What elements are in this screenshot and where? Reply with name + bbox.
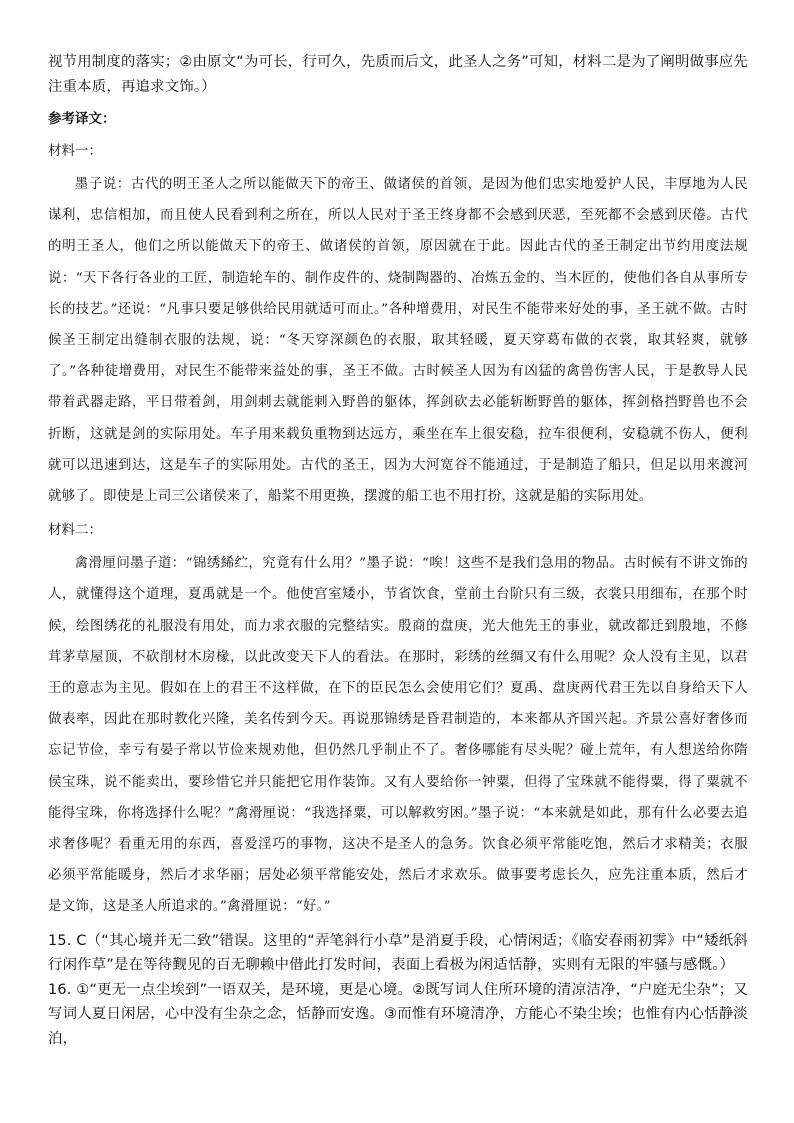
document-page: [48, 50, 748, 1051]
answer-q16: 16. ①“更无一点尘埃到”一语双关，是环境，更是心境。②既写词人住所环境的清凉洁净，“户庭无尘杂”；又写词人夏日闲居，心中没有尘杂之念，恬静而安逸。③而惟有环境清净，方能心不染尘埃；也惟有内心恬静淡泊，: [48, 981, 748, 1047]
translation-heading: 参考译文：: [48, 111, 116, 127]
answer-q15: 15. C（“其心境并无二致”错误。这里的“弄笔斜行小草”是消夏手段，心情闲适；《临安春雨初霁》中“矮纸斜行闲作草”是在等待觐见的百无聊赖中借此打发时间，表面上看极为闲适恬静，实则有无限的牢骚与感慨。）: [48, 932, 748, 974]
material2-translation: 禽滑厘问墨子道：“锦绣絺纻，究竟有什么用？”墨子说：“唉！这些不是我们急用的物品。古时候有不讲文饰的人，就懂得这个道理，夏禹就是一个。他使宫室矮小，节省饮食，堂前土台阶只有三级，衣裳只用细布，在那个时候，绘图绣花的礼服没有用处，而力求衣服的完整结实。殷商的盘庚，光大他先王的事业，就改都迁到殷地，不修茸茅草屋顶，不砍削材木房椽，以此改变天下人的看法。在那时，彩绣的丝绸又有什么用呢？众人没有主见，以君王的意志为主见。假如在上的君王不这样做，在下的臣民怎么会使用它们？夏禹、盘庚两代君王先以自身给天下人做表率，因此在那时教化兴隆，美名传到今天。再说那锦绣是昏君制造的，本来都从齐国兴起。齐景公喜好奢侈而忘记节俭，幸亏有晏子常以节俭来规劝他，但仍然几乎制止不了。奢侈哪能有尽头呢？碰上荒年，有人想送给你隋侯宝珠，说不能卖出，要珍惜它并只能把它用作装饰。又有人要给你一钟粟，但得了宝珠就不能得粟，得了粟就不能得宝珠，你将选择什么呢？”禽滑厘说：“我选择粟，可以解救穷困。”墨子说：“本来就是如此，那有什么必要去追求奢侈呢？看重无用的东西，喜爱淫巧的事物，这决不是圣人的急务。饮食必须平常能吃饱，然后才求精美；衣服必须平常能暖身，然后才求华丽；居处必须平常能安处，然后才求欢乐。做事要考虑长久，应先注重本质，然后才是文饰，这是圣人所追求的。”禽滑厘说：“好。”: [48, 556, 748, 915]
material1-label: 材料一：: [48, 143, 102, 159]
material2-label: 材料二：: [48, 522, 102, 539]
material1-translation: 墨子说：古代的明王圣人之所以能做天下的帝王、做诸侯的首领，是因为他们忠实地爱护人民，丰厚地为人民谋利，忠信相加，而且使人民看到利之所在，所以人民对于圣王终身都不会感到厌恶，至死都不会感到厌倦。古代的明王圣人，他们之所以能做天下的帝王、做诸侯的首领，原因就在于此。因此古代的圣王制定出节约用度法规说：“天下各行各业的工匠，制造轮车的、制作皮件的、烧制陶器的、冶炼五金的、当木匠的，使他们各自从事所专长的技艺。”还说：“凡事只要足够供给民用就适可而止。”各种增费用，对民生不能带来好处的事，圣王就不做。古时候圣王制定出缝制衣服的法规，说：“冬天穿深颜色的衣服，取其轻暖，夏天穿葛布做的衣裳，取其轻爽，就够了。”各种徒增费用，对民生不能带来益处的事，圣王不做。古时候圣人因为有凶猛的禽兽伤害人民，于是教导人民带着武器走路，平日带着剑，用剑刺去就能刺入野兽的躯体，挥剑砍去必能斩断野兽的躯体，挥剑格挡野兽也不会折断，这就是剑的实际用处。车子用来载负重物到达远方，乘坐在车上很安稳，拉车很便利，安稳就不伤人，便利就可以迅速到达，这是车子的实际用处。古代的圣王，因为大河宽谷不能通过，于是制造了船只，但足以用来渡河就够了。即使是上司三公诸侯来了，船桨不用更换，摆渡的船工也不用打扮，这就是船的实际用处。: [48, 177, 748, 505]
intro-paragraph: 视节用制度的落实；②由原文“为可长，行可久，先质而后文，此圣人之务”可知，材料二是为了阐明做事应先注重本质，再追求文饰。）: [48, 54, 748, 95]
